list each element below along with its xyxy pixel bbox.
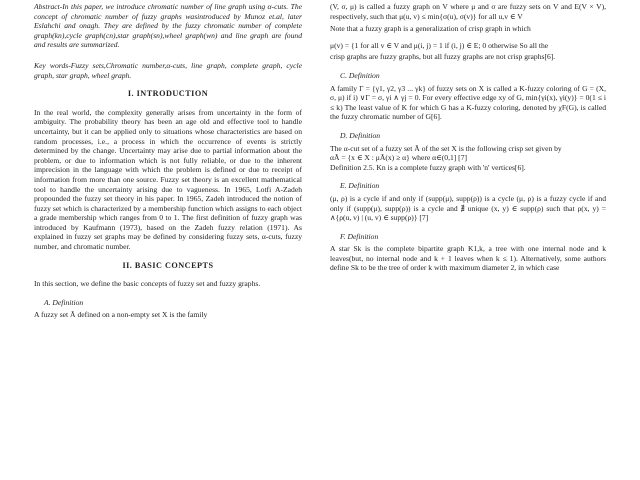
definition-c-title: C. Definition bbox=[340, 70, 380, 80]
complete-graph-definition: Definition 2.5. Kn is a complete fuzzy graph with 'n' vertices[6]. bbox=[330, 162, 526, 172]
alpha-cut-formula: αÃ = {x ∈ X : μÃ(x) ≥ α} where α∈(0,1] [7] bbox=[330, 153, 468, 163]
abstract: Abstract-In this paper, we introduce chromatic number of line graph using α-cuts. The concept of chromatic number of fuzzy graphs wasintroduced by Munoz et.al, later Eslahchi and onagh. They are defined by the fuzzy chromatic number of complete graph(kn),cycle graph(cn),star graph(sn),wheel graph(wn) and line graph are found and results are summarized. bbox=[34, 2, 302, 50]
definition-a-text: A fuzzy set Ã defined on a non-empty set X is the family bbox=[34, 310, 208, 320]
definition-d-title: D. Definition bbox=[340, 130, 381, 140]
crisp-fuzzy-note: crisp graphs are fuzzy graphs, but all fuzzy graphs are not crisp graphs[6]. bbox=[330, 52, 556, 62]
definition-e-text: (μ, ρ) is a cycle if and only if (supp(μ), supp(ρ)) is a cycle (μ, ρ) is a fuzzy cycle if and only if (supp(μ), supp(ρ)) is a cycle and ∄ unique (x, y) ∈ supp(ρ) such that ρ(x, y) = ∧{ρ(u, v) | (u, v) ∈ supp(ρ)} [7] bbox=[330, 193, 606, 223]
basic-concepts-paragraph: In this section, we define the basic concepts of fuzzy set and fuzzy graphs. bbox=[34, 279, 261, 289]
definition-c-text: A family Γ = {γ1, γ2, γ3 ... γk} of fuzzy sets on X is called a K-fuzzy coloring of G = (X, σ, μ) if i) ∨Γ = σ, γi ∧ γj = 0. For every effective edge xy of G, min{γi(x), γi(y)} = 0(1 ≤ i ≤ k) The least value of K for which G has a K-fuzzy coloring, denoted by χF(G), is called the fuzzy chromatic number of G[6]. bbox=[330, 83, 606, 122]
introduction-paragraph: In the real world, the complexity generally arises from uncertainty in the form of ambiguity. The probability theory has been an age old and effective tool to handle uncertainty, but it can be applied only to situations whose characteristics are based on random processes, i.e., a process in which the occurrence of events is strictly determined by the change. Uncertainty may arise due to partial information about the problem, or due to information which is not fully reliable, or due to the inherent imprecision in the language with which the problem is defined or due to receipt of information from more than one source. Fuzzy set theory is an excellent mathematical tool to handle the uncertainty arising due to vagueness. In 1965, Lotfi A-Zadeh propounded the fuzzy set theory in his paper. In 1965, Zadeh introduced the notion of fuzzy set which is characterized by a membership function which assigns to each object a grade membership which ranges from 0 to 1. The first definition of fuzzy graph was introduced by Kaufmann (1973), based on the Zadeh fuzzy relation (1971). As explained in fuzzy set graphs may be defined by considering fuzzy sets, α-cuts, fuzzy number, and chromatic number. bbox=[34, 107, 302, 252]
definition-d-text: The α-cut set of a fuzzy set Ã of the set X is the following crisp set given by bbox=[330, 143, 562, 153]
definition-e-title: E. Definition bbox=[340, 181, 380, 191]
left-column bbox=[34, 2, 302, 320]
section-title-basic-concepts: II. BASIC CONCEPTS bbox=[122, 260, 214, 270]
definition-f-title: F. Definition bbox=[340, 231, 379, 241]
fuzzy-graph-definition: (V, σ, μ) is called a fuzzy graph on V where μ and σ are fuzzy sets on V and E(V × V), respectively, such that μ(u, v) ≤ min{σ(u), σ(v)} for all u,v ∈ V bbox=[330, 2, 606, 21]
definition-a-title: A. Definition bbox=[44, 297, 84, 307]
membership-equation: μ(v) = {1 for all v ∈ V and μ(i, j) = 1 if (i, j) ∈ E; 0 otherwise So all the bbox=[330, 40, 549, 50]
right-column bbox=[330, 2, 606, 273]
crisp-graph-note: Note that a fuzzy graph is a generalization of crisp graph in which bbox=[330, 24, 531, 34]
keywords: Key words-Fuzzy sets,Chromatic number,α-cuts, line graph, complete graph, cycle graph, star graph, wheel graph. bbox=[34, 60, 302, 80]
definition-f-text: A star Sk is the complete bipartite graph K1,k, a tree with one internal node and k leaves(but, no internal node and k + 1 leaves when k ≤ 1). Alternatively, some authors define Sk to be the tree of order k with maximum diameter 2, in which case bbox=[330, 244, 606, 273]
section-title-introduction: I. INTRODUCTION bbox=[127, 89, 209, 99]
